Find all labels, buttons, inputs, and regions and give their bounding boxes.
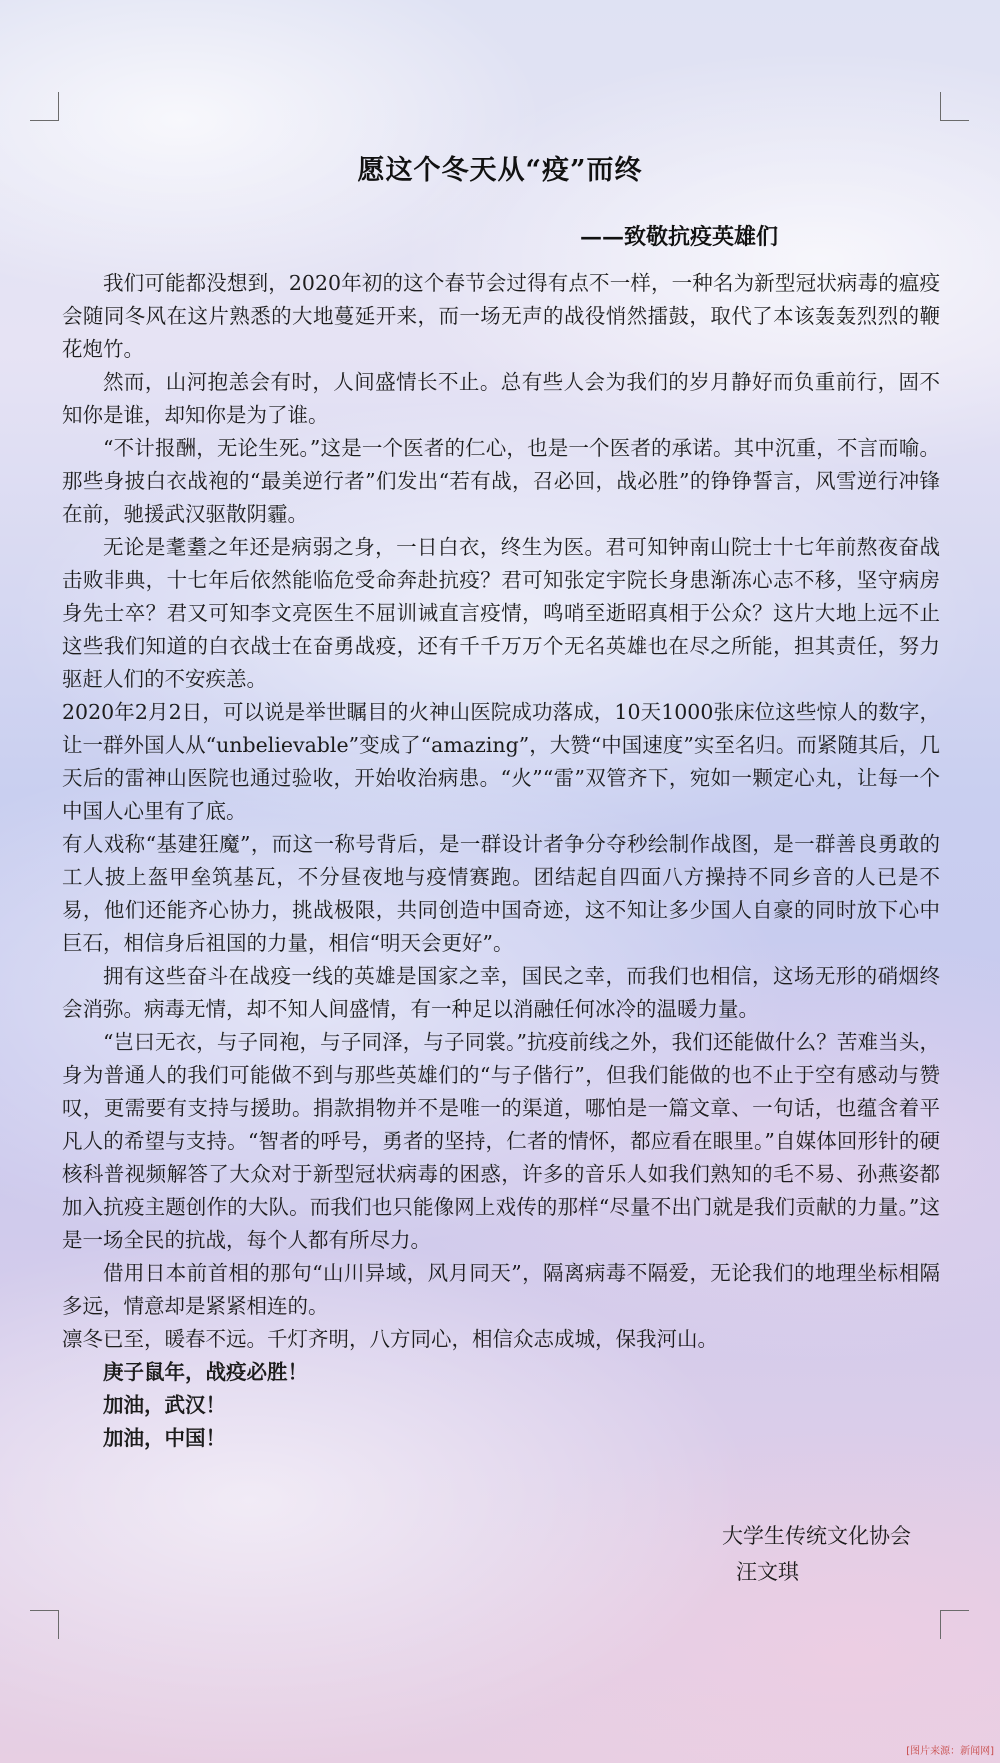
crop-mark-bottom-right: [940, 1610, 969, 1639]
page-title: 愿这个冬天从“疫”而终: [357, 155, 643, 186]
paragraph-5: 2020年2月2日，可以说是举世瞩目的火神山医院成功落成，10天1000张床位这些惊人的数字，让一群外国人从“unbelievable”变成了“amazing”，大赞“中国速度”实至名归。而紧随其后，几天后的雷神山医院也通过验收，开始收治病患。“火”“雷”双管齐下，宛如一颗定心丸，让每一个中国人心里有了底。: [62, 700, 940, 823]
closing-line-3: 加油，中国！: [103, 1426, 226, 1450]
page-subtitle: ——致敬抗疫英雄们: [580, 224, 779, 250]
signature-author: 汪文琪: [736, 1560, 799, 1584]
paragraph-9: 借用日本前首相的那句“山川异域，风月同天”，隔离病毒不隔爱，无论我们的地理坐标相隔多远，情意却是紧紧相连的。: [62, 1261, 940, 1318]
paragraph-10: 凛冬已至，暖春不远。千灯齐明，八方同心，相信众志成城，保我河山。: [62, 1327, 718, 1351]
article-body: [62, 267, 940, 1455]
closing-line-1: 庚子鼠年，战疫必胜！: [103, 1360, 308, 1384]
corner-watermark: [图片来源：新闻网]: [906, 1746, 994, 1757]
paragraph-6: 有人戏称“基建狂魔”，而这一称号背后，是一群设计者争分夺秒绘制作战图，是一群善良勇敢的工人披上盔甲垒筑基瓦，不分昼夜地与疫情赛跑。团结起自四面八方操持不同乡音的人已是不易，他们还能齐心协力，挑战极限，共同创造中国奇迹，这不知让多少国人自豪的同时放下心中巨石，相信身后祖国的力量，相信“明天会更好”。: [62, 832, 940, 955]
paragraph-8: “岂曰无衣，与子同袍，与子同泽，与子同裳。”抗疫前线之外，我们还能做什么？苦难当头，身为普通人的我们可能做不到与那些英雄们的“与子偕行”，但我们能做的也不止于空有感动与赞叹，更需要有支持与援助。捐款捐物并不是唯一的渠道，哪怕是一篇文章、一句话，也蕴含着平凡人的希望与支持。“智者的呼号，勇者的坚持，仁者的情怀，都应看在眼里。”自媒体回形针的硬核科普视频解答了大众对于新型冠状病毒的困惑，许多的音乐人如我们熟知的毛不易、孙燕姿都加入抗疫主题创作的大队。而我们也只能像网上戏传的那样“尽量不出门就是我们贡献的力量。”这是一场全民的抗战，每个人都有所尽力。: [62, 1030, 940, 1252]
paragraph-3: “不计报酬，无论生死。”这是一个医者的仁心，也是一个医者的承诺。其中沉重，不言而喻。那些身披白衣战袍的“最美逆行者”们发出“若有战，召必回，战必胜”的铮铮誓言，风雪逆行冲锋在前，驰援武汉驱散阴霾。: [62, 436, 940, 526]
paragraph-4: 无论是耄耋之年还是病弱之身，一日白衣，终生为医。君可知钟南山院士十七年前熬夜奋战击败非典，十七年后依然能临危受命奔赴抗疫？君可知张定宇院长身患渐冻心志不移，坚守病房身先士卒？君又可知李文亮医生不屈训诫直言疫情，鸣哨至逝昭真相于公众？这片大地上远不止这些我们知道的白衣战士在奋勇战疫，还有千千万万个无名英雄也在尽之所能，担其责任，努力驱赶人们的不安疾恙。: [62, 535, 940, 691]
closing-line-2: 加油，武汉！: [103, 1393, 226, 1417]
paragraph-1: 我们可能都没想到，2020年初的这个春节会过得有点不一样，一种名为新型冠状病毒的瘟疫会随同冬风在这片熟悉的大地蔓延开来，而一场无声的战役悄然擂鼓，取代了本该轰轰烈烈的鞭花炮竹。: [62, 271, 940, 361]
signature-organization: 大学生传统文化协会: [722, 1524, 911, 1548]
paragraph-2: 然而，山河抱恙会有时，人间盛情长不止。总有些人会为我们的岁月静好而负重前行，固不知你是谁，却知你是为了谁。: [62, 370, 940, 427]
paragraph-7: 拥有这些奋斗在战疫一线的英雄是国家之幸，国民之幸，而我们也相信，这场无形的硝烟终会消弥。病毒无情，却不知人间盛情，有一种足以消融任何冰冷的温暖力量。: [62, 964, 940, 1021]
crop-mark-bottom-left: [30, 1610, 59, 1639]
crop-mark-top-right: [940, 92, 969, 121]
crop-mark-top-left: [30, 92, 59, 121]
